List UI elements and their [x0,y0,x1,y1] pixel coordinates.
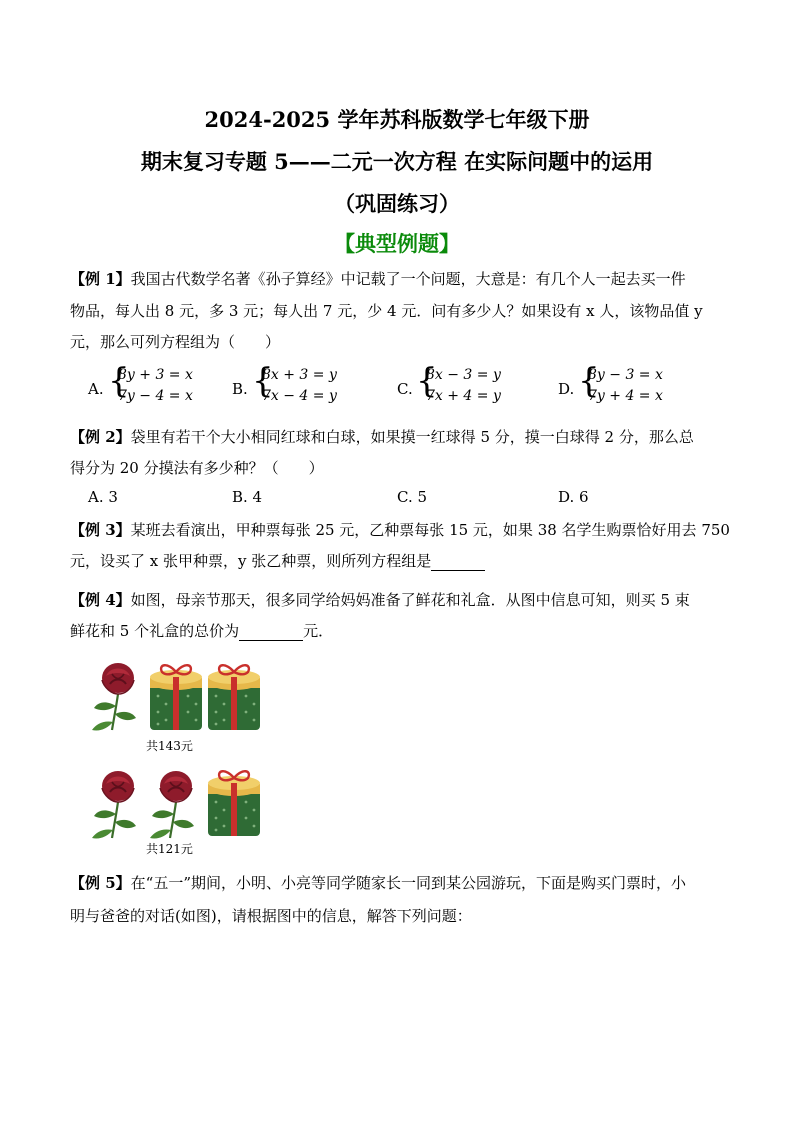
example-5-line-2: 明与爸爸的对话(如图)，请根据图中的信息，解答下列问题： [70,907,472,925]
example-1-line-2: 物品，每人出 8 元，多 3 元；每人出 7 元，少 4 元．问有多少人？如果设有 x 人，该物品值 y [70,302,703,320]
option-c: C. 5 [397,488,428,506]
option-b-letter: B. [232,380,248,398]
option-a: A. 3 [88,488,118,506]
rose-icon [146,764,202,842]
example-2-line-2: 得分为 20 分摸法有多少种？（ ） [70,459,324,477]
gift-box-icon [148,660,206,732]
option-a-eq-2: 7y − 4 = x [118,388,193,404]
option-b-eq-2: 7x − 4 = y [262,388,337,404]
option-d-letter: D. [558,380,575,398]
document-title-line-1: 2024-2025 学年苏科版数学七年级下册 [204,107,590,132]
rose-icon [88,764,144,842]
option-b: B. 4 [232,488,263,506]
option-a-letter: A. [88,380,104,398]
price-caption-1: 共143元 [146,739,193,753]
option-c-eq-2: 7x + 4 = y [426,388,501,404]
example-1-line-3: 元，那么可列方程组为（ ） [70,333,281,351]
example-3-line-1: 【例 3】某班去看演出，甲种票每张 25 元，乙种票每张 15 元，如果 38 名学生购票恰好用去 750 [70,521,730,539]
option-c-letter: C. [397,380,413,398]
rose-icon [88,656,144,734]
option-b-eq-1: 8x + 3 = y [262,367,337,383]
document-title-line-2: 期末复习专题 5——二元一次方程 在实际问题中的运用 [140,149,654,174]
gift-box-icon [206,660,264,732]
example-4-line-1: 【例 4】如图，母亲节那天，很多同学给妈妈准备了鲜花和礼盒．从图中信息可知，则买 5 束 [70,591,690,609]
price-caption-2: 共121元 [146,842,193,856]
answer-blank [239,624,303,641]
option-d: D. 6 [558,488,589,506]
example-5-line-1: 【例 5】在“五一”期间，小明、小亮等同学随家长一同到某公园游玩，下面是购买门票时，小 [70,874,687,892]
option-c-eq-1: 8x − 3 = y [426,367,501,383]
section-heading: 【典型例题】 [334,231,460,256]
option-d-eq-1: 8y − 3 = x [588,367,663,383]
example-1-line-1: 【例 1】我国古代数学名著《孙子算经》中记载了一个问题，大意是：有几个人一起去买一件 [70,270,686,288]
example-4-line-2: 鲜花和 5 个礼盒的总价为 元． [70,622,334,640]
gift-box-icon [206,766,264,838]
answer-blank [431,554,485,571]
example-2-line-1: 【例 2】袋里有若干个大小相同红球和白球，如果摸一红球得 5 分，摸一白球得 2 分，那么总 [70,428,694,446]
example-3-line-2: 元，设买了 x 张甲种票，y 张乙种票，则所列方程组是 [70,550,730,571]
document-title-line-3: （巩固练习） [334,191,460,216]
option-a-eq-1: 8y + 3 = x [118,367,193,383]
option-d-eq-2: 7y + 4 = x [588,388,663,404]
